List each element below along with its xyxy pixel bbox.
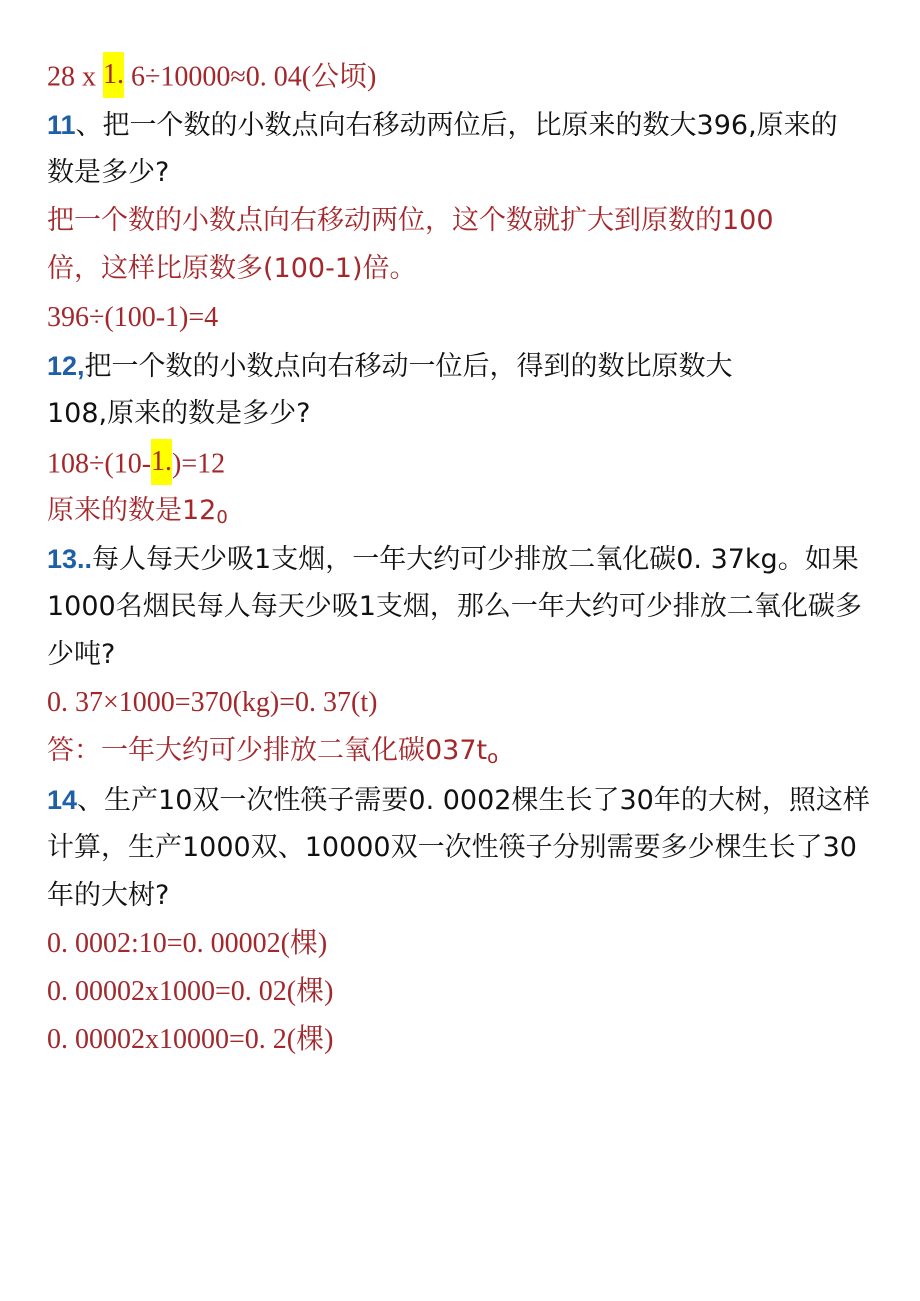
question-text: 年的大树?	[47, 880, 170, 911]
question-11-line-2	[47, 155, 169, 191]
question-13-line-3	[47, 637, 115, 673]
question-14-line-2	[47, 830, 857, 866]
answer-11-line-2	[47, 251, 417, 287]
question-14-line-1	[47, 782, 870, 819]
answer-text: 把一个数的小数点向右移动两位，这个数就扩大到原数的100	[47, 205, 774, 236]
question-number: 13..	[47, 544, 93, 574]
answer-14-line-3	[47, 1022, 333, 1058]
answer-text: 28 x	[47, 61, 103, 93]
answer-14-line-2	[47, 974, 333, 1010]
question-number: 11	[47, 110, 76, 140]
question-number: 12,	[47, 351, 85, 381]
question-11-line-1	[47, 107, 838, 144]
question-text: 数是多少?	[47, 157, 170, 188]
answer-text: 396÷(100-1)=4	[47, 302, 219, 333]
question-13-line-2	[47, 589, 862, 625]
subscript-mark: o	[487, 747, 499, 768]
answer-11-line-1	[47, 203, 774, 239]
question-12-line-2	[47, 396, 310, 432]
answer-14-line-1	[47, 926, 327, 962]
answer-text: 0. 00002x1000=0. 02(棵)	[47, 976, 334, 1007]
question-12-line-1	[47, 348, 733, 385]
question-text: 、把一个数的小数点向右移动两位后，比原来的数大396,原来的	[75, 110, 838, 141]
question-text: 1000名烟民每人每天少吸1支烟，那么一年大约可少排放二氧化碳多	[47, 591, 862, 622]
answer-text: 0. 0002:10=0. 00002(棵)	[47, 928, 328, 959]
answer-13-line-1	[47, 685, 377, 721]
question-text: 每人每天少吸1支烟，一年大约可少排放二氧化碳0. 37kg。如果	[92, 544, 859, 575]
highlighted-text: 1.	[103, 52, 124, 98]
answer-text: 倍，这样比原数多(100-1)倍。	[47, 253, 417, 284]
answer-line-area-calc	[47, 58, 376, 98]
question-14-line-3	[47, 878, 169, 914]
answer-text: 0. 00002x10000=0. 2(棵)	[47, 1024, 334, 1055]
question-13-line-1	[47, 541, 859, 578]
question-text: 把一个数的小数点向右移动一位后，得到的数比原数大	[84, 351, 733, 382]
answer-11-line-3	[47, 300, 218, 336]
answer-text: )=12	[172, 448, 226, 480]
answer-text: 0. 37×1000=370(kg)=0. 37(t)	[47, 687, 378, 718]
answer-13-line-2	[47, 733, 498, 776]
question-text: 108,原来的数是多少?	[47, 398, 311, 429]
subscript-mark: 0	[216, 507, 228, 528]
answer-12-line-1	[47, 445, 225, 485]
highlighted-text: 1.	[151, 439, 172, 485]
question-text: 少吨?	[47, 639, 116, 670]
answer-text: 6÷10000≈0. 04(公顷)	[124, 61, 377, 93]
question-text: 计算，生产1000双、10000双一次性筷子分别需要多少棵生长了30	[47, 832, 857, 863]
answer-text: 108÷(10-	[47, 448, 152, 480]
question-text: 、生产10双一次性筷子需要0. 0002棵生长了30年的大树，照这样	[77, 785, 870, 816]
question-number: 14	[47, 785, 78, 815]
answer-12-line-2	[47, 493, 228, 536]
answer-text: 答：一年大约可少排放二氧化碳037t	[47, 735, 488, 766]
answer-text: 原来的数是12	[47, 495, 217, 526]
